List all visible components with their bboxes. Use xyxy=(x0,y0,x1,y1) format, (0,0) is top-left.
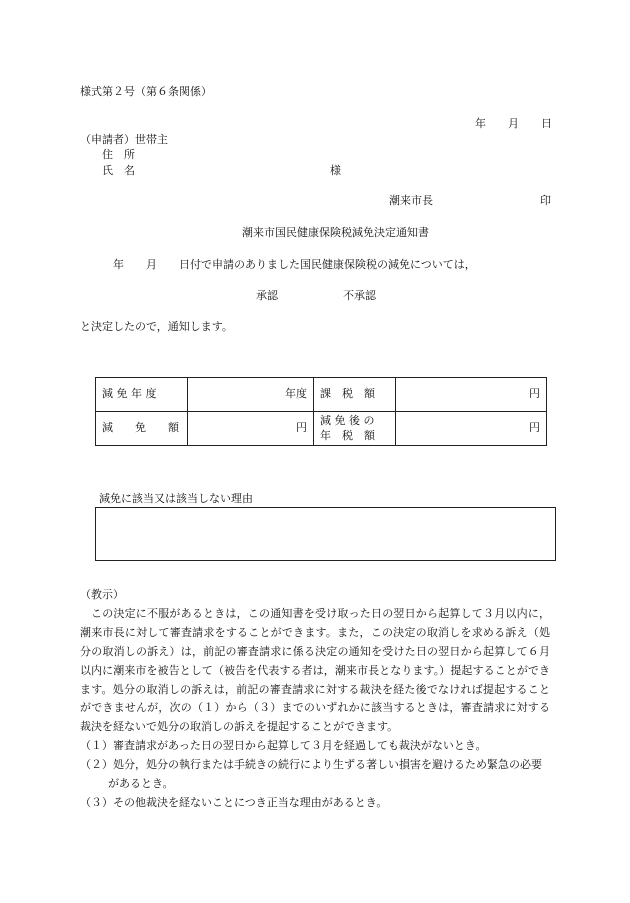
issuer-title: 潮来市長 xyxy=(389,194,433,207)
notice-item-3: （３）その他裁決を経ないことにつき正当な理由があるとき。 xyxy=(80,795,388,809)
notice-item-1: （１）審査請求があった日の翌日から起算して３月を経過しても裁決がないとき。 xyxy=(80,739,487,753)
date-line: 年 月 日 xyxy=(475,117,552,130)
table-row xyxy=(96,412,547,446)
applicant-label: （申請者）世帯主 xyxy=(80,133,168,146)
name-label: 氏 名 xyxy=(102,164,135,177)
address-label: 住 所 xyxy=(102,148,135,161)
notice-paragraph: この決定に不服があるときは，この通知書を受け取った日の翌日から起算して３月以内に，潮来市長に対して審査請求をすることができます。また，この決定の取消しを求める訴え（処分の取消しの訴え）は，前記の審査請求に係る決定の通知を受けた日の翌日から起算して６月以内に潮来市を被告として（被告を代表する者は，潮来市長となります。）提起することができます。処分の取消しの訴えは，前記の審査請求に対する裁決を経た後でなければ提起することができませんが，次の（１）から（３）までのいずれかに該当するときは，審査請求に対する裁決を経ないで処分の取消しの訴えを提起することができます。 xyxy=(80,606,550,734)
option-reject: 不承認 xyxy=(343,289,376,302)
form-number: 様式第２号（第６条関係） xyxy=(80,85,212,98)
table-row xyxy=(96,378,547,412)
label-reduction-amount: 減 免 額 xyxy=(96,412,188,446)
value-annual-tax-after: 円 xyxy=(396,412,547,446)
option-approve: 承認 xyxy=(256,289,278,302)
intro-text: 年 月 日付で申請のありました国民健康保険税の減免については， xyxy=(113,258,476,271)
label-annual-tax-after-line2: 年 税 額 xyxy=(320,428,375,442)
value-reduction-year: 年度 xyxy=(188,378,314,412)
notice-heading: （教示） xyxy=(80,588,124,601)
document-title: 潮来市国民健康保険税減免決定通知書 xyxy=(242,226,429,239)
notice-section xyxy=(80,586,550,813)
reduction-table xyxy=(95,377,547,446)
notice-item-2: （２）処分，処分の執行または手続きの続行により生ずる著しい損害を避けるため緊急の必要があるとき。 xyxy=(80,758,542,791)
reason-box xyxy=(95,507,556,561)
decision-text: と決定したので，通知します。 xyxy=(80,320,233,333)
seal-mark: 印 xyxy=(540,194,551,207)
value-tax-amount: 円 xyxy=(396,378,547,412)
label-reduction-year: 減 免 年 度 xyxy=(96,378,188,412)
label-annual-tax-after xyxy=(314,412,396,446)
label-annual-tax-after-line1: 減 免 後 の xyxy=(320,413,375,427)
value-reduction-amount: 円 xyxy=(188,412,314,446)
label-tax-amount: 課 税 額 xyxy=(314,378,396,412)
reason-label: 減免に該当又は該当しない理由 xyxy=(99,492,253,505)
honorific: 様 xyxy=(330,164,341,177)
